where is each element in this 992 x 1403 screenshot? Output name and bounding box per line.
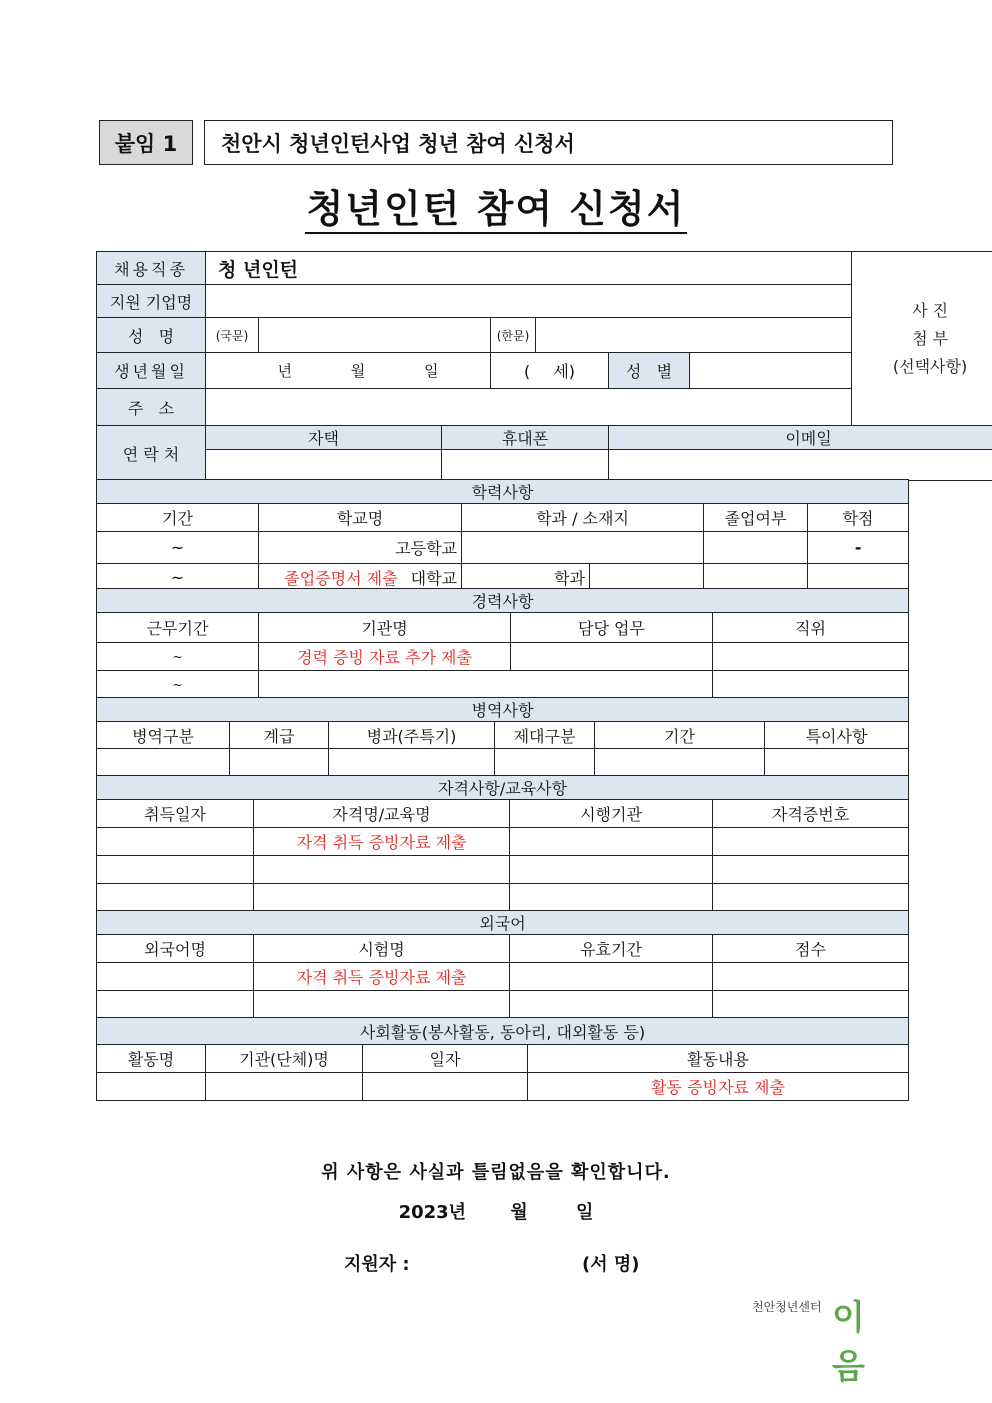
- age-open: (: [523, 362, 531, 381]
- home-phone-header: 자택: [206, 426, 442, 450]
- military-notes-input[interactable]: [765, 749, 909, 777]
- education-section-title: 학력사항: [97, 480, 909, 504]
- cert-row1-note[interactable]: 자격 취득 증빙자료 제출: [254, 828, 510, 856]
- activity-row1-name[interactable]: [97, 1073, 206, 1101]
- declaration-day: 일: [576, 1202, 594, 1223]
- contact-label: 연 락 처: [97, 426, 206, 481]
- edu-row2-dept[interactable]: 학과: [462, 564, 590, 591]
- career-section-title: 경력사항: [97, 589, 909, 613]
- center-logo: [752, 1290, 892, 1387]
- cert-row3-name[interactable]: [254, 884, 510, 912]
- cert-row1-issuer[interactable]: [510, 828, 713, 856]
- edu-header-school: 학교명: [259, 504, 462, 532]
- cert-row1-number[interactable]: [713, 828, 909, 856]
- certificates-table: [96, 775, 909, 912]
- company-label: 지원 기업명: [97, 285, 206, 318]
- military-branch-input[interactable]: [329, 749, 495, 777]
- email-header: 이메일: [609, 426, 992, 450]
- signature-field[interactable]: (서 명): [582, 1254, 640, 1275]
- activity-header-org: 기관(단체)명: [206, 1045, 363, 1073]
- name-korean-tag: (국문): [206, 318, 259, 353]
- cert-row3-issuer[interactable]: [510, 884, 713, 912]
- lang-header-validity: 유효기간: [510, 935, 713, 963]
- lang-row1-validity[interactable]: [510, 963, 713, 991]
- declaration-date: [0, 1198, 992, 1224]
- edu-header-grade: 학점: [808, 504, 909, 532]
- applicant-table: [96, 251, 992, 481]
- career-header-duty: 담당 업무: [511, 613, 713, 643]
- age-field[interactable]: [491, 353, 609, 389]
- job-type-label: 채용직종: [97, 252, 206, 285]
- military-header-branch: 병과(주특기): [329, 722, 495, 749]
- military-header-notes: 특이사항: [765, 722, 909, 749]
- military-header-type: 병역구분: [97, 722, 230, 749]
- edu-row2-grade[interactable]: [808, 564, 909, 591]
- attachment-title: 천안시 청년인턴사업 청년 참여 신청서: [204, 120, 893, 165]
- logo-org-name: 천안청년센터: [752, 1300, 822, 1314]
- name-hanja-tag: (한문): [491, 318, 536, 353]
- career-row2-position[interactable]: [713, 671, 909, 699]
- lang-header-language: 외국어명: [97, 935, 254, 963]
- name-hanja-input[interactable]: [536, 318, 852, 353]
- photo-line-2: 첨 부: [912, 328, 949, 348]
- edu-row2-school[interactable]: [259, 564, 462, 591]
- military-section-title: 병역사항: [97, 698, 909, 722]
- lang-row2-validity[interactable]: [510, 991, 713, 1018]
- photo-box[interactable]: [852, 252, 992, 426]
- career-row2-period[interactable]: ~: [97, 671, 259, 699]
- edu-row1-dept[interactable]: [462, 532, 704, 564]
- birth-year-unit: 년: [277, 362, 292, 380]
- cert-row3-number[interactable]: [713, 884, 909, 912]
- mobile-input[interactable]: [442, 450, 609, 481]
- applicant-label: 지원자 :: [344, 1254, 410, 1275]
- edu-header-dept: 학과 / 소재지: [462, 504, 704, 532]
- military-period-input[interactable]: [595, 749, 765, 777]
- lang-row1-language[interactable]: [97, 963, 254, 991]
- cert-row2-issuer[interactable]: [510, 856, 713, 884]
- birth-day-unit: 일: [424, 362, 439, 380]
- birth-label: 생년월일: [97, 353, 206, 389]
- military-discharge-input[interactable]: [495, 749, 595, 777]
- lang-row2-language[interactable]: [97, 991, 254, 1018]
- lang-row1-score[interactable]: [713, 963, 909, 991]
- career-header-position: 직위: [713, 613, 909, 643]
- job-type-value[interactable]: 청 년인턴: [206, 252, 852, 285]
- photo-line-3: (선택사항): [892, 356, 968, 376]
- lang-row2-exam[interactable]: [254, 991, 510, 1018]
- activity-row1-org[interactable]: [206, 1073, 363, 1101]
- page-title-wrap: [0, 178, 992, 233]
- age-unit: 세): [553, 362, 576, 381]
- name-korean-input[interactable]: [259, 318, 491, 353]
- activity-header-date: 일자: [363, 1045, 528, 1073]
- address-label: 주 소: [97, 389, 206, 426]
- military-rank-input[interactable]: [230, 749, 329, 777]
- cert-header-issuer: 시행기관: [510, 800, 713, 828]
- career-row1-period[interactable]: ~: [97, 643, 259, 671]
- edu-row2-graduation[interactable]: [704, 564, 808, 591]
- military-header-period: 기간: [595, 722, 765, 749]
- cert-row3-date[interactable]: [97, 884, 254, 912]
- company-input[interactable]: [206, 285, 852, 318]
- edu-row2-location[interactable]: [590, 564, 704, 591]
- cert-header-number: 자격증번호: [713, 800, 909, 828]
- birth-month-unit: 월: [350, 362, 366, 380]
- military-header-rank: 계급: [230, 722, 329, 749]
- page-title: 청년인턴 참여 신청서: [305, 187, 688, 234]
- career-row1-duty[interactable]: [511, 643, 713, 671]
- activity-row1-date[interactable]: [363, 1073, 528, 1101]
- gender-input[interactable]: [690, 353, 852, 389]
- cert-row2-name[interactable]: [254, 856, 510, 884]
- cert-row2-number[interactable]: [713, 856, 909, 884]
- address-input[interactable]: [206, 389, 852, 426]
- activity-row1-note[interactable]: 활동 증빙자료 제출: [528, 1073, 909, 1101]
- photo-line-1: 사 진: [912, 300, 949, 320]
- languages-section-title: 외국어: [97, 911, 909, 935]
- cert-header-date: 취득일자: [97, 800, 254, 828]
- lang-row1-note[interactable]: 자격 취득 증빙자료 제출: [254, 963, 510, 991]
- declaration-year: 2023년: [398, 1202, 467, 1223]
- lang-row2-score[interactable]: [713, 991, 909, 1018]
- edu-row1-graduation[interactable]: [704, 532, 808, 564]
- cert-row1-date[interactable]: [97, 828, 254, 856]
- logo-brand: 이음: [832, 1298, 863, 1387]
- activities-table: [96, 1017, 909, 1101]
- military-header-discharge: 제대구분: [495, 722, 595, 749]
- career-header-org: 기관명: [259, 613, 511, 643]
- career-row1-note[interactable]: 경력 증빙 자료 추가 제출: [259, 643, 511, 671]
- home-phone-input[interactable]: [206, 450, 442, 481]
- activity-header-name: 활동명: [97, 1045, 206, 1073]
- email-input[interactable]: [609, 450, 992, 481]
- mobile-header: 휴대폰: [442, 426, 609, 450]
- edu-header-period: 기간: [97, 504, 259, 532]
- cert-header-name: 자격명/교육명: [254, 800, 510, 828]
- lang-header-score: 점수: [713, 935, 909, 963]
- declaration-statement: 위 사항은 사실과 틀림없음을 확인합니다.: [321, 1162, 671, 1183]
- activities-section-title: 사회활동(봉사활동, 동아리, 대외활동 등): [97, 1018, 909, 1045]
- edu-row2-school-type: 대학교: [410, 568, 457, 588]
- name-label: 성 명: [97, 318, 206, 353]
- military-type-input[interactable]: [97, 749, 230, 777]
- edu-header-graduation: 졸업여부: [704, 504, 808, 532]
- edu-row1-school[interactable]: 고등학교: [259, 532, 462, 564]
- attachment-label: 붙임 1: [99, 120, 193, 165]
- military-table: [96, 697, 909, 777]
- edu-row2-period[interactable]: ~: [97, 564, 259, 591]
- career-table: [96, 588, 909, 699]
- education-table: [96, 479, 909, 591]
- activity-header-content: 활동내용: [528, 1045, 909, 1073]
- lang-header-exam: 시험명: [254, 935, 510, 963]
- birth-date-field[interactable]: [206, 353, 491, 389]
- declaration-month: 월: [510, 1202, 528, 1223]
- languages-table: [96, 910, 909, 1018]
- career-row2-org[interactable]: [259, 671, 713, 699]
- gender-label: 성 별: [609, 353, 690, 389]
- career-row1-position[interactable]: [713, 643, 909, 671]
- edu-row2-note: 졸업증명서 제출: [284, 568, 398, 588]
- cert-row2-date[interactable]: [97, 856, 254, 884]
- edu-row1-period[interactable]: ~: [97, 532, 259, 564]
- edu-row1-grade[interactable]: -: [808, 532, 909, 564]
- career-header-period: 근무기간: [97, 613, 259, 643]
- certificates-section-title: 자격사항/교육사항: [97, 776, 909, 800]
